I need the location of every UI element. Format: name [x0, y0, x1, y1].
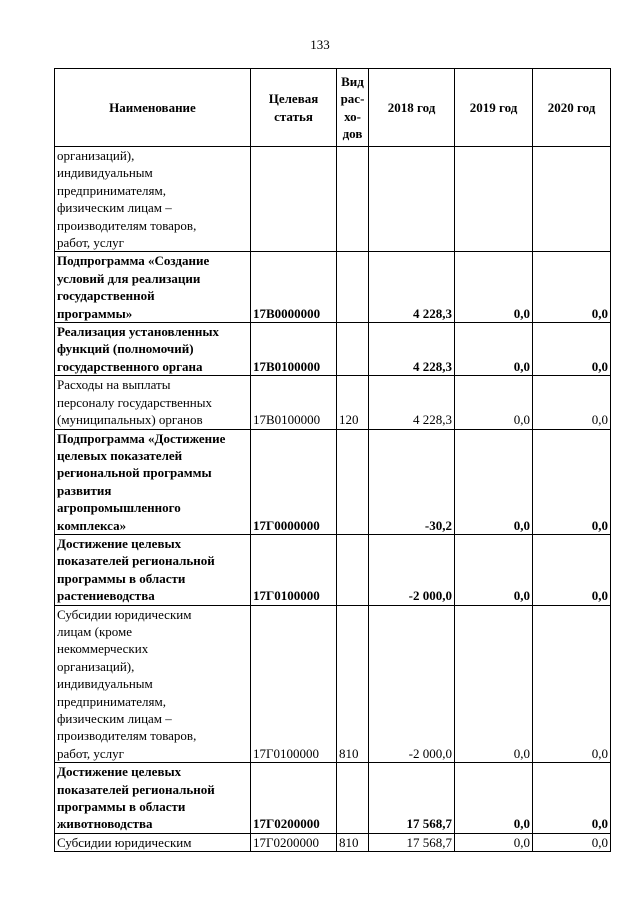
cell-vid: 810: [337, 605, 369, 763]
table-row: [55, 605, 611, 763]
table-row: [55, 763, 611, 834]
cell-2020: 0,0: [533, 833, 611, 851]
cell-2019: 0,0: [455, 534, 533, 605]
cell-2018: 17 568,7: [369, 763, 455, 834]
table-row: [55, 429, 611, 534]
cell-code: 17В0100000: [251, 323, 337, 376]
budget-table: [54, 68, 611, 852]
cell-vid: [337, 429, 369, 534]
cell-code: 17Г0000000: [251, 429, 337, 534]
header-vid: Вид рас- хо- дов: [337, 69, 369, 147]
cell-vid: 810: [337, 833, 369, 851]
cell-name: Расходы на выплаты персоналу государственных (муниципальных) органов: [55, 376, 251, 429]
cell-2019: 0,0: [455, 376, 533, 429]
cell-2020: 0,0: [533, 376, 611, 429]
cell-code: 17Г0100000: [251, 605, 337, 763]
cell-vid: [337, 323, 369, 376]
header-2019: 2019 год: [455, 69, 533, 147]
cell-2020: 0,0: [533, 323, 611, 376]
cell-2019: 0,0: [455, 429, 533, 534]
cell-2019: 0,0: [455, 763, 533, 834]
table-row: [55, 147, 611, 252]
table-row: [55, 323, 611, 376]
cell-name: Подпрограмма «Достижение целевых показателей региональной программы развития агропромышленного комплекса»: [55, 429, 251, 534]
cell-name: организаций), индивидуальным предпринимателям, физическим лицам – производителям товаров, работ, услуг: [55, 147, 251, 252]
table-header-row: [55, 69, 611, 147]
cell-2019: 0,0: [455, 833, 533, 851]
header-2018: 2018 год: [369, 69, 455, 147]
cell-2019: 0,0: [455, 605, 533, 763]
cell-2020: [533, 147, 611, 252]
cell-2018: 4 228,3: [369, 252, 455, 323]
cell-vid: [337, 147, 369, 252]
cell-name: Достижение целевых показателей региональной программы в области животноводства: [55, 763, 251, 834]
cell-2020: 0,0: [533, 252, 611, 323]
cell-2018: -30,2: [369, 429, 455, 534]
cell-2018: [369, 147, 455, 252]
cell-name: Достижение целевых показателей региональной программы в области растениеводства: [55, 534, 251, 605]
table-body: [55, 147, 611, 852]
cell-code: [251, 147, 337, 252]
header-name: Наименование: [55, 69, 251, 147]
cell-2018: 4 228,3: [369, 323, 455, 376]
cell-name: Подпрограмма «Создание условий для реализации государственной программы»: [55, 252, 251, 323]
cell-name: Субсидии юридическим лицам (кроме некоммерческих организаций), индивидуальным предпринимателям, физическим лицам – производителям товаров, работ, услуг: [55, 605, 251, 763]
cell-2020: 0,0: [533, 605, 611, 763]
cell-2019: [455, 147, 533, 252]
cell-2018: 4 228,3: [369, 376, 455, 429]
header-2020: 2020 год: [533, 69, 611, 147]
cell-code: 17В0100000: [251, 376, 337, 429]
cell-code: 17Г0100000: [251, 534, 337, 605]
cell-code: 17Г0200000: [251, 763, 337, 834]
cell-2018: -2 000,0: [369, 605, 455, 763]
cell-2020: 0,0: [533, 763, 611, 834]
cell-vid: [337, 252, 369, 323]
cell-name: Субсидии юридическим: [55, 833, 251, 851]
cell-name: Реализация установленных функций (полномочий) государственного органа: [55, 323, 251, 376]
cell-code: 17Г0200000: [251, 833, 337, 851]
cell-2019: 0,0: [455, 252, 533, 323]
cell-2019: 0,0: [455, 323, 533, 376]
cell-vid: 120: [337, 376, 369, 429]
table-row: [55, 534, 611, 605]
cell-2018: 17 568,7: [369, 833, 455, 851]
page-number: 133: [310, 37, 330, 52]
cell-vid: [337, 763, 369, 834]
cell-vid: [337, 534, 369, 605]
table-row: [55, 833, 611, 851]
cell-code: 17В0000000: [251, 252, 337, 323]
cell-2020: 0,0: [533, 534, 611, 605]
table-row: [55, 252, 611, 323]
cell-2020: 0,0: [533, 429, 611, 534]
header-code: Целевая статья: [251, 69, 337, 147]
cell-2018: -2 000,0: [369, 534, 455, 605]
table-row: [55, 376, 611, 429]
